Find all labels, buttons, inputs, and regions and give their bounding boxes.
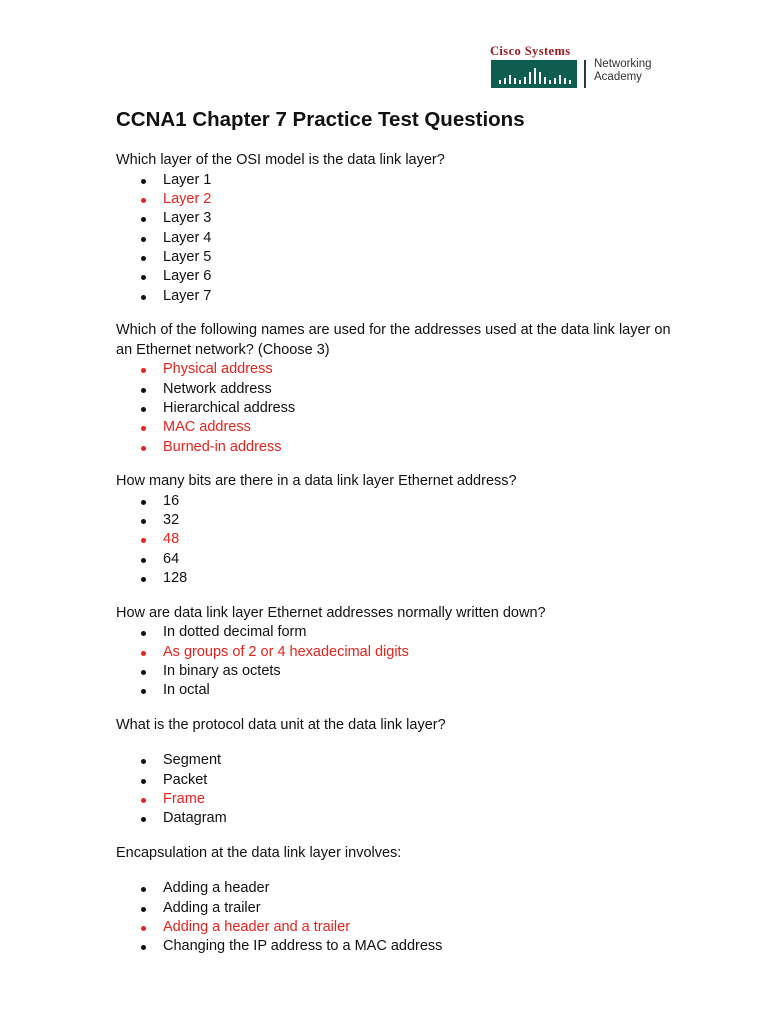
correct-answer-option: Layer 2 <box>116 190 676 209</box>
answer-option: Segment <box>116 751 676 770</box>
answer-option: In octal <box>116 681 676 700</box>
answer-options <box>116 751 676 829</box>
question-text: What is the protocol data unit at the data link layer? <box>116 716 446 733</box>
question-block <box>116 321 676 457</box>
logo-bar <box>544 77 546 84</box>
logo-bar <box>509 75 511 84</box>
answer-option: Layer 1 <box>116 171 676 190</box>
question-block <box>116 844 676 957</box>
academy-line-1: Networking <box>594 58 652 70</box>
correct-answer-option: MAC address <box>116 418 676 437</box>
question-block <box>116 604 676 701</box>
logo-bar <box>564 78 566 84</box>
logo-bar <box>569 80 571 84</box>
correct-answer-option: Frame <box>116 790 676 809</box>
answer-option: Network address <box>116 380 676 399</box>
academy-line-2: Academy <box>594 71 642 83</box>
question-list <box>116 151 676 972</box>
correct-answer-option: As groups of 2 or 4 hexadecimal digits <box>116 643 676 662</box>
question-block <box>116 472 676 588</box>
correct-answer-option: Adding a header and a trailer <box>116 918 676 937</box>
correct-answer-option: Physical address <box>116 360 676 379</box>
answer-options <box>116 492 676 589</box>
answer-option: Layer 3 <box>116 209 676 228</box>
answer-option: 32 <box>116 511 676 530</box>
logo-bar <box>539 72 541 84</box>
answer-option: Layer 6 <box>116 267 676 286</box>
logo-bar <box>559 75 561 84</box>
question-text: Encapsulation at the data link layer involves: <box>116 844 402 861</box>
answer-options <box>116 623 676 701</box>
correct-answer-option: 48 <box>116 530 676 549</box>
answer-option: 128 <box>116 569 676 588</box>
question-block <box>116 716 676 829</box>
cisco-systems-wordmark: Cisco Systems <box>490 44 571 58</box>
answer-option: Adding a header <box>116 879 676 898</box>
answer-option: In binary as octets <box>116 662 676 681</box>
spacer <box>116 735 676 751</box>
question-block <box>116 151 676 306</box>
logo-bar <box>554 78 556 84</box>
cisco-bridge-bars-icon <box>491 60 577 88</box>
logo-bar <box>534 68 536 84</box>
answer-option: Packet <box>116 771 676 790</box>
logo-bar <box>514 78 516 84</box>
cisco-networking-academy-logo <box>490 44 670 94</box>
logo-bar <box>499 80 501 84</box>
answer-option: Layer 4 <box>116 229 676 248</box>
logo-bar <box>519 80 521 84</box>
answer-option: In dotted decimal form <box>116 623 676 642</box>
logo-bar <box>529 72 531 84</box>
answer-options <box>116 879 676 957</box>
question-text: Which layer of the OSI model is the data link layer? <box>116 152 445 168</box>
correct-answer-option: Burned-in address <box>116 438 676 457</box>
logo-bar <box>504 78 506 84</box>
answer-options <box>116 360 676 457</box>
question-text: Which of the following names are used for the addresses used at the data link layer on an Ethernet network? (Choose 3) <box>116 322 671 358</box>
answer-options <box>116 171 676 307</box>
answer-option: Layer 7 <box>116 287 676 306</box>
answer-option: 16 <box>116 492 676 511</box>
answer-option: Adding a trailer <box>116 899 676 918</box>
answer-option: Layer 5 <box>116 248 676 267</box>
answer-option: Hierarchical address <box>116 399 676 418</box>
question-text: How many bits are there in a data link layer Ethernet address? <box>116 473 517 490</box>
spacer <box>116 863 676 879</box>
logo-bar <box>524 77 526 84</box>
logo-bar <box>549 80 551 84</box>
networking-academy-text <box>594 58 652 84</box>
answer-option: Datagram <box>116 809 676 828</box>
logo-divider <box>584 60 586 88</box>
question-text: How are data link layer Ethernet addresses normally written down? <box>116 604 546 621</box>
answer-option: 64 <box>116 550 676 569</box>
answer-option: Changing the IP address to a MAC address <box>116 937 676 956</box>
page-title: CCNA1 Chapter 7 Practice Test Questions <box>116 108 525 131</box>
